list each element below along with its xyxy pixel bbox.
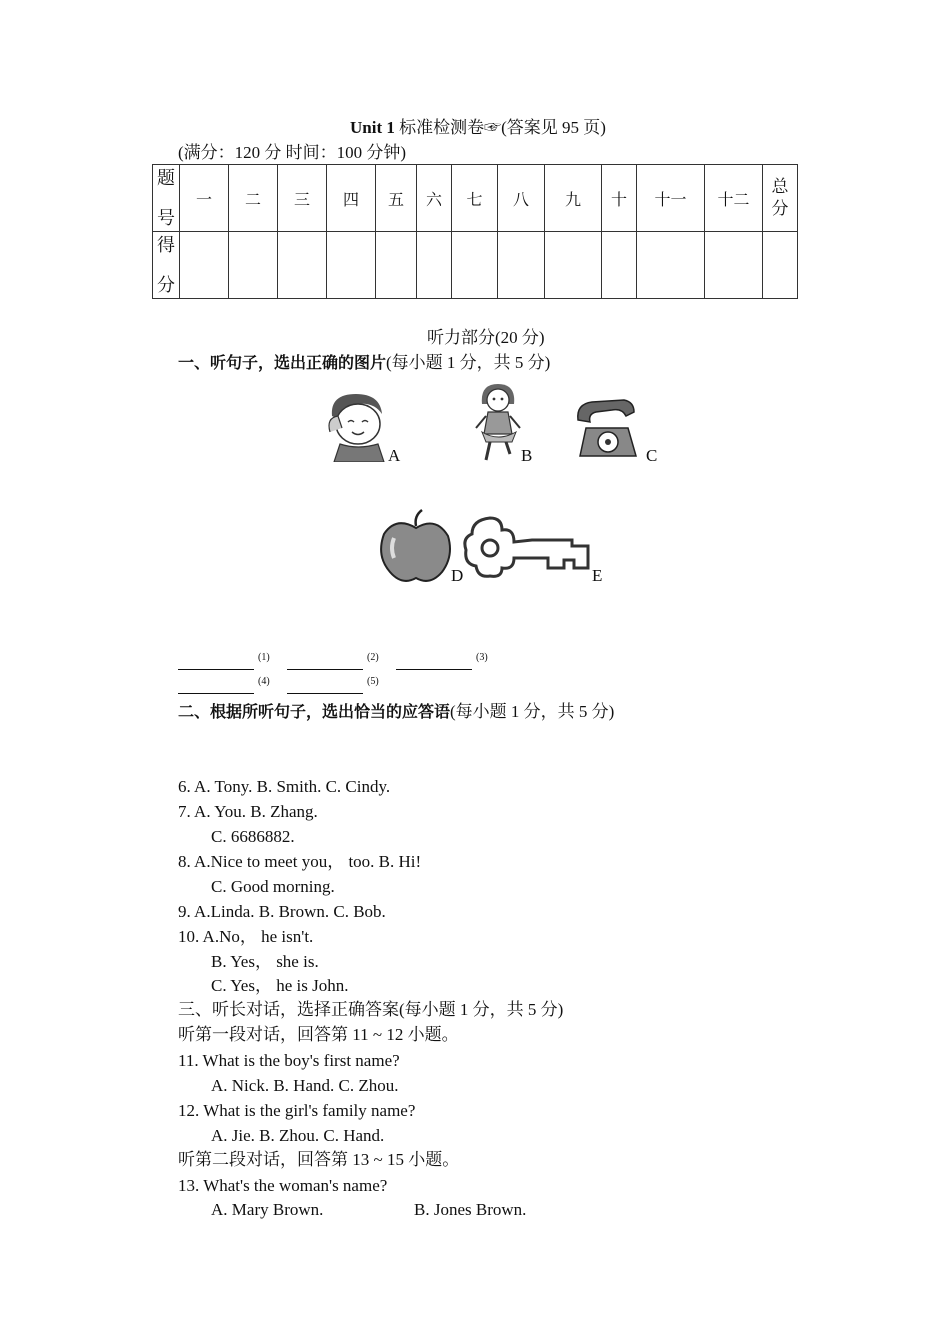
apple-picture xyxy=(376,508,454,584)
col-total: 总 分 xyxy=(763,165,798,232)
page-title: Unit 1 标准检测卷☞(答案见 95 页) xyxy=(350,118,606,137)
col-5: 五 xyxy=(376,165,417,232)
telephone-picture xyxy=(572,398,640,460)
score-cell[interactable] xyxy=(278,232,327,299)
question-10-option-c: C. Yes， he is John. xyxy=(211,976,349,995)
question-7: 7. A. You. B. Zhang. xyxy=(178,802,318,821)
blank-3[interactable]: (3) xyxy=(396,652,488,670)
col-11: 十一 xyxy=(637,165,705,232)
score-cell[interactable] xyxy=(229,232,278,299)
question-11: 11. What is the boy's first name? xyxy=(178,1051,400,1070)
label-e: E xyxy=(592,566,603,585)
label-b: B xyxy=(521,446,533,465)
score-cell[interactable] xyxy=(417,232,452,299)
col-10: 十 xyxy=(602,165,637,232)
girl-picture xyxy=(472,382,524,462)
score-cell[interactable] xyxy=(498,232,545,299)
boy-picture xyxy=(322,388,392,462)
question-12-options: A. Jie. B. Zhou. C. Hand. xyxy=(211,1126,385,1145)
listening-title: 听力部分(20 分) xyxy=(427,328,545,347)
question-7-option-c: C. 6686882. xyxy=(211,827,295,846)
dialogue-2-instruction: 听第二段对话，回答第 13 ~ 15 小题。 xyxy=(178,1150,460,1169)
score-cell[interactable] xyxy=(763,232,798,299)
score-cell[interactable] xyxy=(545,232,602,299)
label-a: A xyxy=(388,446,401,465)
col-8: 八 xyxy=(498,165,545,232)
question-11-options: A. Nick. B. Hand. C. Zhou. xyxy=(211,1076,399,1095)
blank-4[interactable]: (4) xyxy=(178,676,270,694)
row-label-score: 得 分 xyxy=(153,232,180,299)
question-8-option-c: C. Good morning. xyxy=(211,877,335,896)
question-13-option-b: B. Jones Brown. xyxy=(414,1200,527,1219)
score-cell[interactable] xyxy=(327,232,376,299)
question-13: 13. What's the woman's name? xyxy=(178,1176,388,1195)
question-9: 9. A.Linda. B. Brown. C. Bob. xyxy=(178,902,386,921)
question-6: 6. A. Tony. B. Smith. C. Cindy. xyxy=(178,777,391,796)
col-4: 四 xyxy=(327,165,376,232)
col-12: 十二 xyxy=(705,165,763,232)
blank-2[interactable]: (2) xyxy=(287,652,379,670)
score-cell[interactable] xyxy=(637,232,705,299)
label-d: D xyxy=(451,566,464,585)
question-12: 12. What is the girl's family name? xyxy=(178,1101,416,1120)
score-table-score-row xyxy=(153,232,798,299)
blank-1[interactable]: (1) xyxy=(178,652,270,670)
col-3: 三 xyxy=(278,165,327,232)
col-1: 一 xyxy=(180,165,229,232)
question-8: 8. A.Nice to meet you， too. B. Hi! xyxy=(178,852,422,871)
dialogue-1-instruction: 听第一段对话，回答第 11 ~ 12 小题。 xyxy=(178,1025,459,1044)
section1-title: 一、听句子，选出正确的图片(每小题 1 分，共 5 分) xyxy=(178,353,551,372)
col-9: 九 xyxy=(545,165,602,232)
score-table-header-row xyxy=(153,165,798,232)
blank-5[interactable]: (5) xyxy=(287,676,379,694)
question-13-option-a: A. Mary Brown. xyxy=(211,1200,324,1219)
score-cell[interactable] xyxy=(452,232,498,299)
key-picture xyxy=(462,512,592,580)
col-2: 二 xyxy=(229,165,278,232)
col-7: 七 xyxy=(452,165,498,232)
question-10: 10. A.No， he isn't. xyxy=(178,927,314,946)
score-cell[interactable] xyxy=(602,232,637,299)
row-label-question: 题 号 xyxy=(153,165,180,232)
label-c: C xyxy=(646,446,658,465)
exam-meta: (满分：120 分 时间：100 分钟) xyxy=(178,143,407,162)
col-6: 六 xyxy=(417,165,452,232)
section3-title: 三、听长对话，选择正确答案(每小题 1 分，共 5 分) xyxy=(178,1000,564,1019)
score-table xyxy=(152,164,798,299)
score-cell[interactable] xyxy=(705,232,763,299)
section2-title: 二、根据所听句子，选出恰当的应答语(每小题 1 分，共 5 分) xyxy=(178,702,615,721)
question-10-option-b: B. Yes， she is. xyxy=(211,952,319,971)
score-cell[interactable] xyxy=(180,232,229,299)
score-cell[interactable] xyxy=(376,232,417,299)
